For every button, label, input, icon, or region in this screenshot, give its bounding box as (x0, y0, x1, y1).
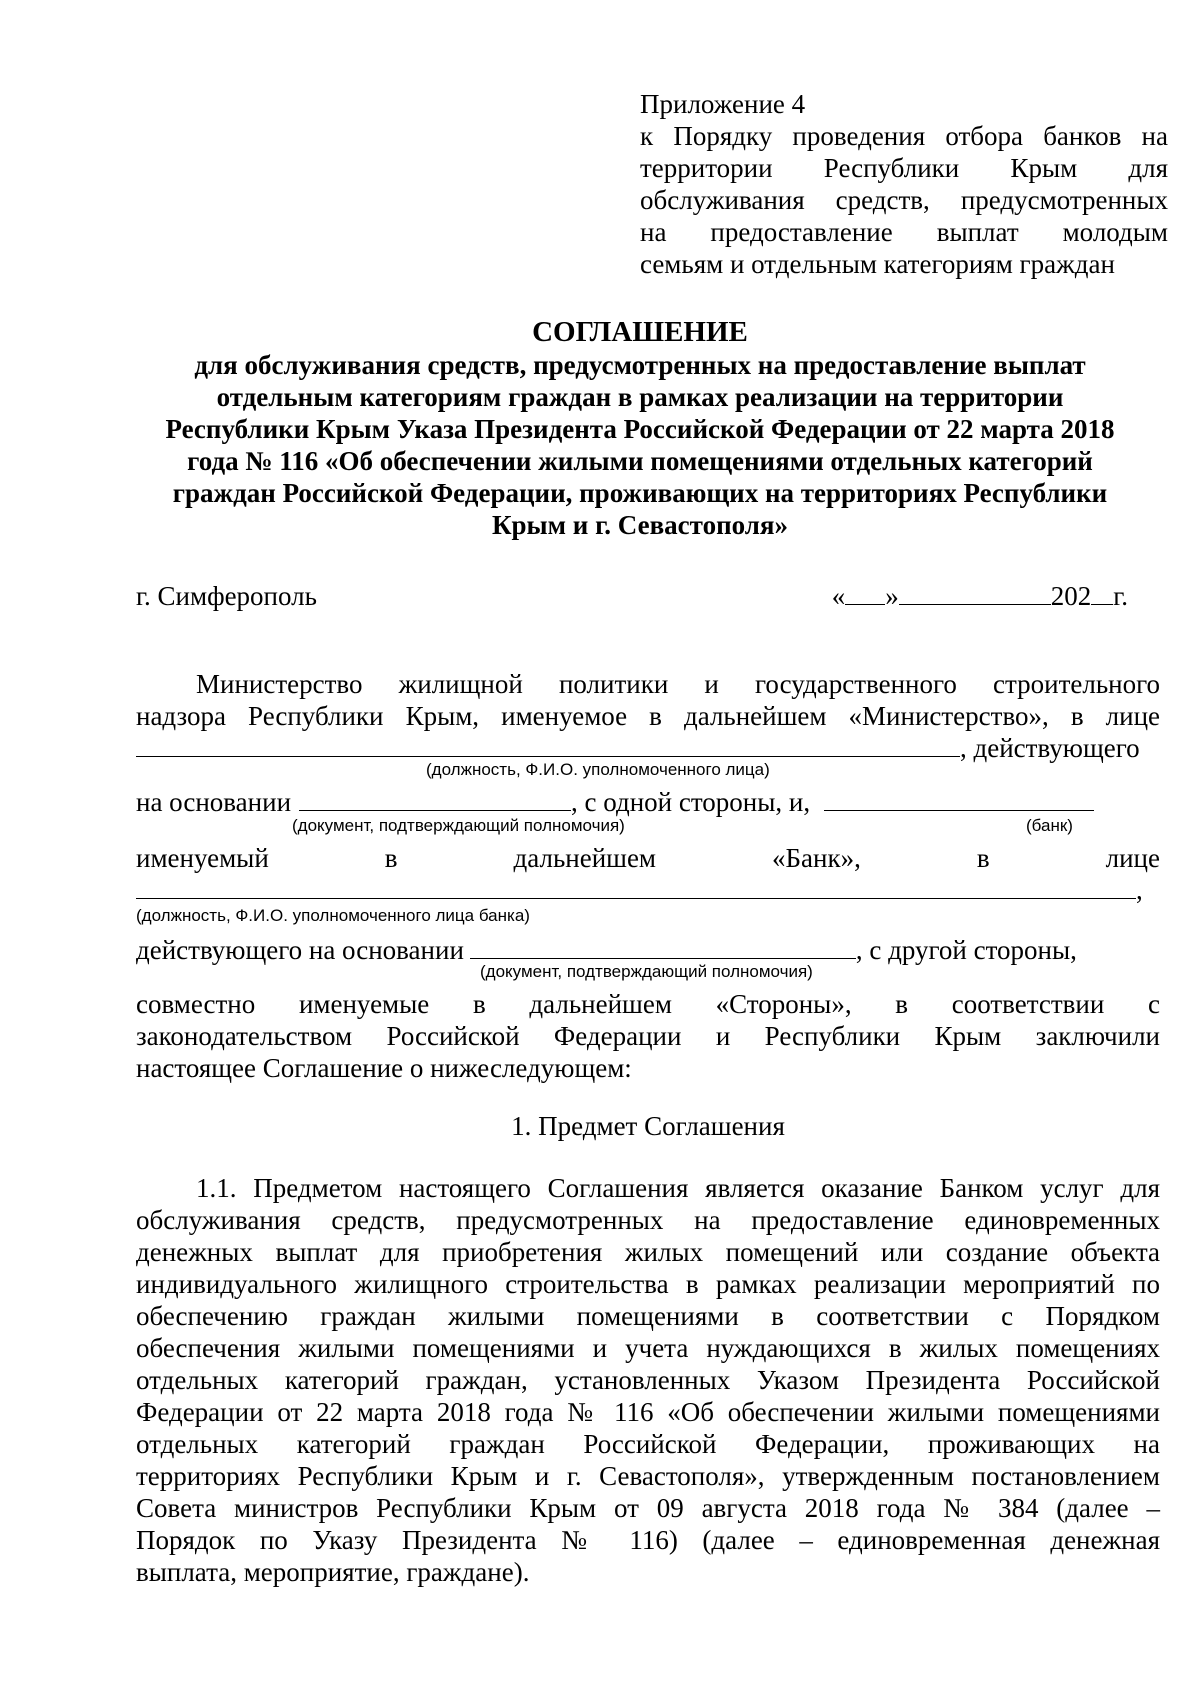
parties-line (136, 786, 1160, 818)
parties-word: в (384, 843, 398, 873)
section-heading: 1. Предмет Соглашения (511, 1111, 785, 1141)
section-line: отдельных категорий граждан, установленных Указом Президента Российской (136, 1365, 1160, 1395)
appendix-note (640, 88, 1168, 280)
parties-word: именуемый (136, 843, 269, 873)
appendix-line: обслуживания средств, предусмотренных (640, 185, 1168, 215)
date-close-quote: » (885, 581, 899, 611)
parties-text: действующего на основании (136, 935, 464, 965)
parties-text: на основании (136, 787, 292, 817)
date-year-suffix: г. (1113, 581, 1128, 611)
bank-authority-document-blank (470, 934, 856, 959)
document-subtitle-line: для обслуживания средств, предусмотренных на предоставление выплат (194, 350, 1086, 380)
parties-word: лице (1105, 843, 1160, 873)
signing-date (832, 580, 1128, 612)
section-line: Совета министров Республики Крым от 09 августа 2018 года № 384 (далее – (136, 1493, 1160, 1523)
document-header (120, 315, 1160, 541)
parties-line: совместно именуемые в дальнейшем «Стороны», в соответствии с (136, 989, 1160, 1019)
parties-text: , с другой стороны, (855, 935, 1077, 965)
section-line: отдельных категорий граждан Российской Федерации, проживающих на (136, 1429, 1160, 1459)
field-caption: (документ, подтверждающий полномочия) (480, 962, 813, 981)
bank-official-blank (136, 874, 1136, 899)
place-date-row (136, 580, 1160, 612)
parties-line (136, 842, 1160, 874)
year-blank (1091, 580, 1113, 605)
note-row (136, 962, 1160, 988)
parties-line (136, 874, 1160, 910)
note-row (136, 760, 1160, 786)
date-year: 202 (1050, 581, 1092, 611)
field-caption: (банк) (1026, 816, 1073, 835)
section-line: индивидуального жилищного строительства в рамках реализации мероприятий по (136, 1269, 1160, 1299)
document-subtitle-line: Крым и г. Севастополя» (491, 510, 789, 540)
document-subtitle-line: года № 116 «Об обеспечении жилыми помещениями отдельных категорий (187, 446, 1093, 476)
document-title: СОГЛАШЕНИЕ (532, 316, 748, 348)
section-line: обеспечения жилыми помещениями и учета нуждающихся в жилых помещениях (136, 1333, 1160, 1363)
document-subtitle-line: граждан Российской Федерации, проживающих на территориях Республики (172, 478, 1108, 508)
month-blank (899, 580, 1051, 605)
appendix-line: на предоставление выплат молодым (640, 217, 1168, 247)
field-caption: (должность, Ф.И.О. уполномоченного лица) (426, 760, 770, 779)
appendix-line: к Порядку проведения отбора банков на (640, 121, 1168, 151)
field-caption: (документ, подтверждающий полномочия) (292, 816, 625, 835)
spacer (136, 1142, 1160, 1172)
section-line: денежных выплат для приобретения жилых помещений или создание объекта (136, 1237, 1160, 1267)
section-line: Порядок по Указу Президента № 116) (далее – единовременная денежная (136, 1525, 1160, 1555)
section-line: обеспечению граждан жилыми помещениями в соответствии с Порядком (136, 1301, 1160, 1331)
document-subtitle-line: отдельным категориям граждан в рамках реализации на территории (216, 382, 1064, 412)
parties-word: дальнейшем (513, 843, 657, 873)
section-line: 1.1. Предметом настоящего Соглашения является оказание Банком услуг для (196, 1173, 1160, 1203)
parties-word: в (976, 843, 990, 873)
official-position-blank (136, 732, 960, 757)
parties-text: , действующего (960, 733, 1140, 763)
appendix-line: Приложение 4 (640, 89, 806, 119)
note-row (136, 906, 1160, 934)
document-subtitle-line: Республики Крым Указа Президента Российской Федерации от 22 марта 2018 (165, 414, 1115, 444)
parties-section (136, 668, 1160, 1588)
section-line: Федерации от 22 марта 2018 года № 116 «Об обеспечении жилыми помещениями (136, 1397, 1160, 1427)
parties-line: законодательством Российской Федерации и Республики Крым заключили (136, 1021, 1160, 1051)
note-row (136, 818, 1160, 842)
date-open-quote: « (831, 581, 846, 611)
authority-document-blank (299, 786, 571, 811)
place-of-signing: г. Симферополь (136, 581, 317, 611)
parties-text: , с одной стороны, и, (571, 787, 811, 817)
bank-name-blank (824, 786, 1094, 811)
appendix-line: территории Республики Крым для (640, 153, 1168, 183)
section-line: обслуживания средств, предусмотренных на предоставление единовременных (136, 1205, 1160, 1235)
appendix-line: семьям и отдельным категориям граждан (640, 249, 1115, 279)
parties-word: «Банк», (772, 843, 861, 873)
field-caption: (должность, Ф.И.О. уполномоченного лица банка) (136, 906, 530, 925)
parties-line: Министерство жилищной политики и государственного строительного (196, 669, 1160, 699)
day-blank (845, 580, 885, 605)
parties-line: настоящее Соглашение о нижеследующем: (136, 1053, 632, 1083)
section-line: выплата, мероприятие, граждане). (136, 1557, 530, 1587)
parties-line: надзора Республики Крым, именуемое в дальнейшем «Министерство», в лице (136, 701, 1160, 731)
section-line: территориях Республики Крым и г. Севастополя», утвержденным постановлением (136, 1461, 1160, 1491)
parties-text: , (1136, 875, 1143, 905)
